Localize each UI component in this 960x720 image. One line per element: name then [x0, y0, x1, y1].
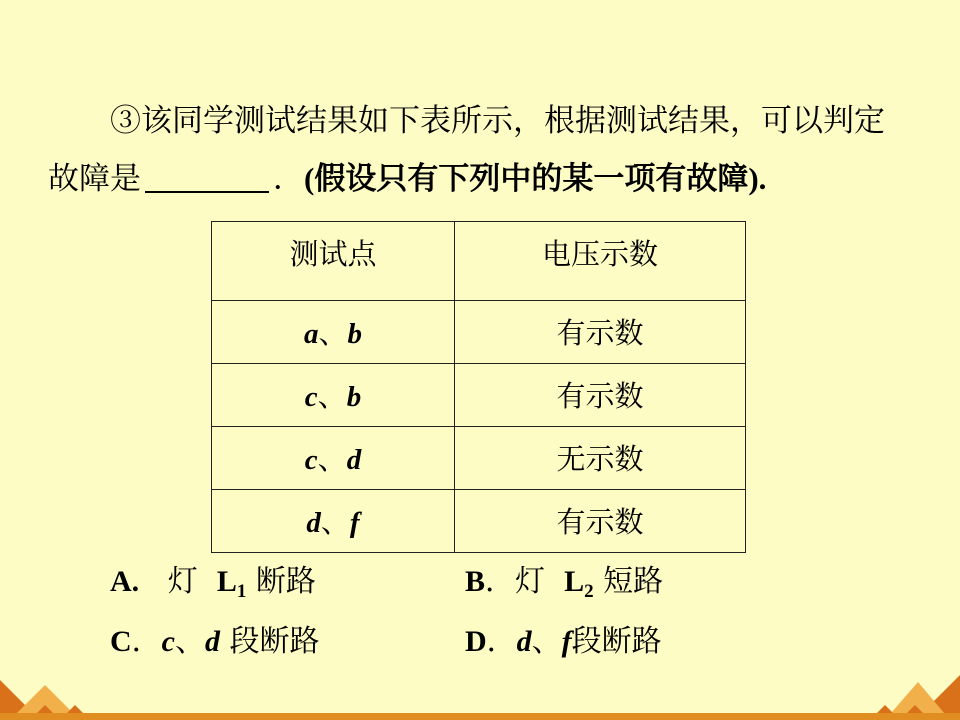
test-point-cell: a、b [212, 301, 455, 364]
table-row [212, 490, 746, 553]
option-d[interactable]: D．d、f段断路 [465, 624, 662, 659]
option-b[interactable]: B．灯 $L_2$ 短路 [465, 564, 664, 602]
test-point-cell: d、f [212, 490, 455, 553]
table-row [212, 364, 746, 427]
voltage-reading-cell: 无示数 [455, 427, 746, 490]
assumption-note: (假设只有下列中的某一项有故障) [304, 161, 759, 196]
question-line-2: 故障是 ．(假设只有下列中的某一项有故障). [48, 161, 767, 197]
question-line-1: ③该同学测试结果如下表所示，根据测试结果，可以判定 [110, 103, 885, 139]
voltage-reading-cell: 有示数 [455, 301, 746, 364]
question-text [48, 92, 928, 208]
header-test-point: 测试点 [212, 222, 455, 301]
option-c[interactable]: C．c、d 段断路 [110, 624, 320, 659]
option-a[interactable]: A. 灯 $L_1$ 断路 [110, 564, 316, 602]
test-results-table [211, 221, 746, 553]
corner-decoration-left [0, 660, 110, 720]
voltage-reading-cell: 有示数 [455, 490, 746, 553]
table-row [212, 427, 746, 490]
voltage-reading-cell: 有示数 [455, 364, 746, 427]
answer-blank [145, 161, 269, 193]
table-header-row [212, 222, 746, 301]
test-point-cell: c、b [212, 364, 455, 427]
circled-number-3: ③ [110, 103, 141, 139]
header-voltage-reading: 电压示数 [455, 222, 746, 301]
table-row [212, 301, 746, 364]
bottom-border [0, 713, 960, 720]
test-point-cell: c、d [212, 427, 455, 490]
corner-decoration-right [850, 660, 960, 720]
